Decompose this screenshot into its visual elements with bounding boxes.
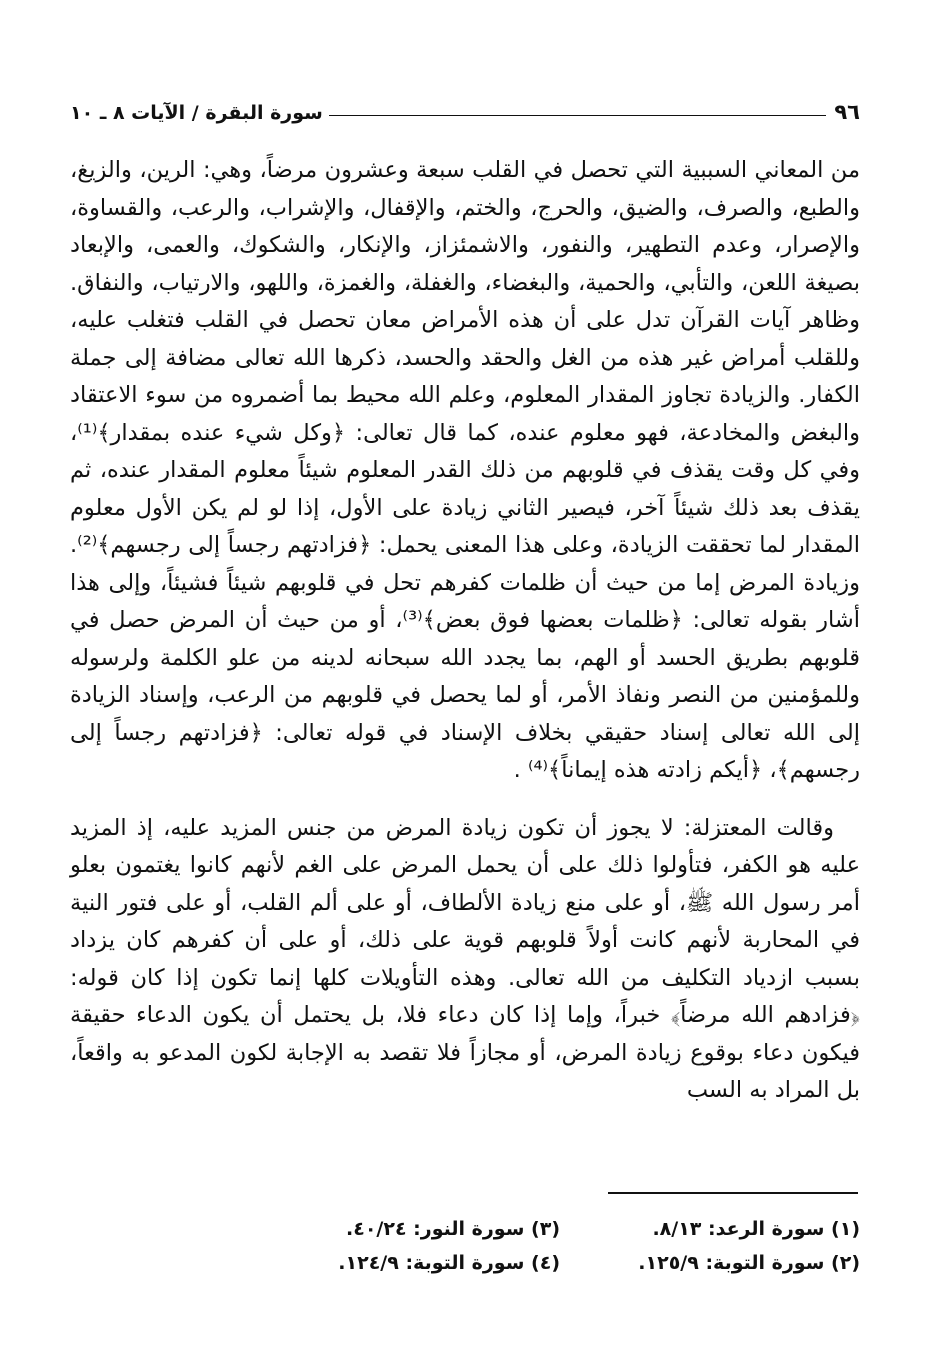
paragraph: وقالت المعتزلة: لا يجوز أن تكون زيادة المرض من جنس المزيد عليه، إذ المزيد عليه هو الكفر، فتأولوا ذلك على أن يحمل المرض على الغم لأنهم كانوا يغتمون بعلو أمر رسول الله ﷺ، أو على منع زيادة الألطاف، أو على ألم القلب، أو على فتور النية في المحاربة لأنهم كانت أولاً قلوبهم قوية على ذلك، أو على أن كفرهم كان يزداد بسبب ازدياد التكليف من الله تعالى. وهذه التأويلات كلها إنما تكون إذا كان قوله: ﴿فزادهم الله مرضاً﴾ خبراً، وإما إذا كان دعاء فلا، بل يحتمل أن يكون الدعاء حقيقة فيكون دعاء بوقوع زيادة المرض، أو مجازاً فلا تقصد به الإجابة لكون المدعو به واقعاً، بل المراد به السب [70,814,860,1103]
footnote-3: (٣) سورة النور: ٤٠/٢٤. [346,1218,560,1240]
running-title: سورة البقرة / الآيات ٨ ـ ١٠ [70,102,323,124]
body-text [70,152,860,1110]
footnotes [260,1218,860,1286]
footnote-rule [608,1192,858,1194]
footnote-row [260,1252,860,1286]
footnote-2: (٢) سورة التوبة: ١٢٥/٩. [638,1252,860,1274]
footnote-4: (٤) سورة التوبة: ١٢٤/٩. [338,1252,560,1274]
footnote-1: (١) سورة الرعد: ٨/١٣. [652,1218,860,1240]
page-number: ٩٦ [834,100,860,124]
footnote-row [260,1218,860,1252]
page-header [70,84,860,124]
paragraph: من المعاني السببية التي تحصل في القلب سبعة وعشرون مرضاً، وهي: الرين، والزيغ، والطبع، والصرف، والضيق، والحرج، والختم، والإقفال، والإشراب، والرعب، والقساوة، والإصرار، وعدم التطهير، والنفور، والاشمئزاز، والإنكار، والشكوك، والعمى، والإبعاد بصيغة اللعن، والتأبي، والحمية، والبغضاء، والغفلة، والغمزة، واللهو، والارتياب، والنفاق. وظاهر آيات القرآن تدل على أن هذه الأمراض معان تحصل في القلب فتغلب عليه، وللقلب أمراض غير هذه من الغل والحقد والحسد، ذكرها الله تعالى مضافة إلى جملة الكفار. والزيادة تجاوز المقدار المعلوم، وعلم الله محيط بما أضمروه من سوء الاعتقاد والبغض والمخادعة، فهو معلوم عنده، كما قال تعالى: ﴿وكل شيء عنده بمقدار﴾⁽¹⁾، وفي كل وقت يقذف في قلوبهم من ذلك القدر المعلوم شيئاً معلوم المقدار عنده، ثم يقذف بعد ذلك شيئاً آخر، فيصير الثاني زيادة على الأول، إذا لو لم يكن الأول معلوم المقدار لما تحققت الزيادة، وعلى هذا المعنى يحمل: ﴿فزادتهم رجساً إلى رجسهم﴾⁽²⁾. وزيادة المرض إما من حيث أن ظلمات كفرهم تحل في قلوبهم شيئاً فشيئاً، وإلى هذا أشار بقوله تعالى: ﴿ظلمات بعضها فوق بعض﴾⁽³⁾، أو من حيث أن المرض حصل في قلوبهم بطريق الحسد أو الهم، بما يجدد الله سبحانه لدينه من علو الكلمة ولرسوله وللمؤمنين من النصر ونفاذ الأمر، أو لما يحصل في قلوبهم من الرعب، وإسناد الزيادة إلى الله تعالى إسناد حقيقي بخلاف الإسناد في قوله تعالى: ﴿فزادتهم رجساً إلى رجسهم﴾، ﴿أيكم زادته هذه إيماناً﴾⁽⁴⁾ . [70,157,860,783]
header-rule [329,115,827,116]
